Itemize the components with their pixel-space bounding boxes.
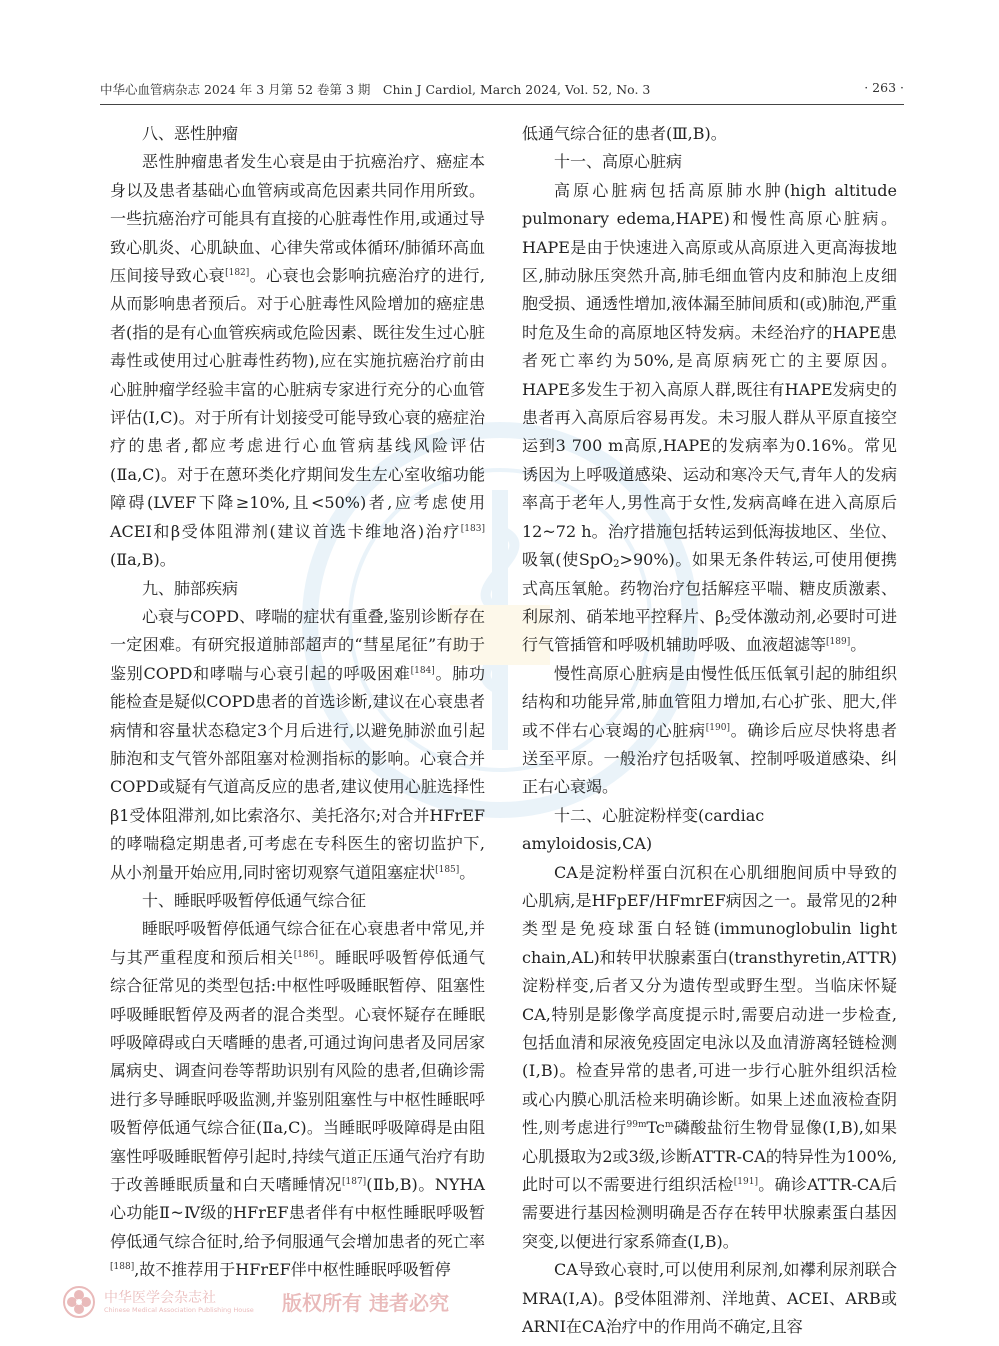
text-run: 慢性高原心脏病是由慢性低压低氧引起的肺组织结构和功能异常,肺血管阻力增加,右心扩张、肥大,伴或不伴右心衰竭的心脏病 [522,663,897,740]
text-run: (Ⅱb,B)。NYHA心功能Ⅱ~Ⅳ级的HFrEF患者伴有中枢性睡眠呼吸暂停低通气综合征时,给予伺服通气会增加患者的死亡率 [110,1175,485,1251]
section-heading-amyloidosis: 十二、心脏淀粉样变(cardiac amyloidosis,CA) [522,805,765,854]
paragraph-malignant-tumor [110,148,485,574]
text-run: 。心衰也会影响抗癌治疗的进行,从而影响患者预后。对于心脏毒性风险增加的癌症患者(指的是有心血管疾病或危险因素、既往发生过心脏毒性或使用过心脏毒性药物),应在实施抗癌治疗前由心脏肿瘤学经验丰富的心脏病专家进行充分的心血管评估(Ⅰ,C)。对于所有计划接受可能导致心衰的癌症治疗的患者,都应考虑进行心血管病基线风险评估(Ⅱa,C)。对于在蒽环类化疗期间发生左心室收缩功能障碍(LVEF下降≥10%,且<50%)者,应考虑使用ACEI和β受体阻滞剂(建议首选卡维地洛)治疗 [110,266,485,541]
paragraph-sleep-apnea-continued: 低通气综合征的患者(Ⅲ,B)。 [522,124,727,143]
subscript: 2 [613,559,620,571]
section-heading-sleep-apnea: 十、睡眠呼吸暂停低通气综合征 [142,890,367,910]
citation-ref: [186] [293,949,318,960]
journal-citation: 中华心血管病杂志 2024 年 3 月第 52 卷第 3 期 Chin J Cardiol, March 2024, Vol. 52, No. 3 [100,82,651,97]
publisher-name-cn: 中华医学会杂志社 [104,1290,216,1306]
text-run: (Ⅱa,B)。 [110,550,176,570]
citation-ref: [187] [341,1177,367,1188]
paragraph-amyloidosis-treatment: CA导致心衰时,可以使用利尿剂,如襻利尿剂联合MRA(Ⅰ,A)。β受体阻滞剂、洋地黄、ACEI、ARB或ARNI在CA治疗中的作用尚不确定,且容 [522,1260,897,1337]
citation-ref: [185] [435,864,460,875]
text-run: 心衰与COPD、哮喘的症状有重叠,鉴别诊断存在一定困难。有研究报道肺部超声的“彗星尾征”有助于鉴别COPD和哮喘与心衰引起的呼吸困难 [110,606,485,683]
header-rule [100,104,904,105]
text-run: 。确诊后应尽快将患者送至平原。一般治疗包括吸氧、控制呼吸道感染、纠正右心衰竭。 [522,720,897,797]
text-run: CA是淀粉样蛋白沉积在心肌细胞间质中导致的心肌病,是HFpEF/HFmrEF病因之一。最常见的2种类型是免疫球蛋白轻链(immunoglobulin light chain,AL)和转甲状腺素蛋白(transthyretin,ATTR)淀粉样变,后者又分为遗传型或野生型。当临床怀疑CA,特别是影像学高度提示时,需要启动进一步检查,包括血清和尿液免疫固定电泳以及血清游离轻链检测(Ⅰ,B)。检查异常的患者,可进一步行心脏外组织活检或心内膜心肌活检来明确诊断。如果上述血液检查阴性,则考虑进行 [522,862,897,1138]
text-run: 。肺功能检查是疑似COPD患者的首选诊断,建议在心衰患者病情和容量状态稳定3个月后进行,以避免肺淤血引起肺泡和支气管外部阻塞对检测指标的影响。心衰合并COPD或疑有气道高反应的患者,建议使用心脏选择性β1受体阻滞剂,如比索洛尔、美托洛尔;对合并HFrEF的哮喘稳定期患者,可考虑在专科医生的密切监护下,从小剂量开始应用,同时密切观察气道阻塞症状 [110,663,485,882]
text-run: 高原心脏病包括高原肺水肿(high altitude pulmonary edema,HAPE)和慢性高原心脏病。HAPE是由于快速进入高原或从高原进入更高海拔地区,肺动脉压突然升高,肺毛细血管内皮和肺泡上皮细胞受损、通透性增加,液体漏至肺间质和(或)肺泡,严重时危及生命的高原地区特发病。未经治疗的HAPE患者死亡率约为50%,是高原病死亡的主要原因。HAPE多发生于初入高原人群,既往有HAPE发病史的患者再入高原后容易再发。未习服人群从平原直接空运到3 700 m高原,HAPE的发病率为0.16%。常见诱因为上呼吸道感染、运动和寒冷天气,青年人的发病率高于老年人,男性高于女性,发病高峰在进入高原后12~72 h。治疗措施包括转运到低海拔地区、坐位、吸氧(使SpO [522,180,897,570]
text-run: 。睡眠呼吸暂停低通气综合征常见的类型包括:中枢性呼吸睡眠暂停、阻塞性呼吸睡眠暂停及两者的混合类型。心衰怀疑存在睡眠呼吸障碍或白天嗜睡的患者,可通过询问患者及同居家属病史、调查问卷等帮助识别有风险的患者,但确诊需进行多导睡眠呼吸监测,并鉴别阻塞性与中枢性睡眠呼吸暂停低通气综合征(Ⅱa,C)。当睡眠呼吸障碍是由阻塞性呼吸睡眠暂停引起时,持续气道正压通气治疗有助于改善睡眠质量和白天嗜睡情况 [110,947,485,1195]
right-column [522,120,897,1341]
text-run: Tc [646,1118,665,1138]
citation-ref: [190] [705,722,730,733]
paragraph-chronic-altitude [522,660,897,802]
left-column [110,120,485,1285]
section-heading-high-altitude: 十一、高原心脏病 [554,152,683,172]
publisher-flower-icon [62,1285,96,1319]
page-number: · 263 · [864,80,904,95]
citation-ref: [182] [225,268,250,279]
citation-ref: [184] [410,665,435,676]
text-run: 恶性肿瘤患者发生心衰是由于抗癌治疗、癌症本身以及患者基础心血管病或高危因素共同作用所致。一些抗癌治疗可能具有直接的心脏毒性作用,或通过导致心肌炎、心肌缺血、心律失常或体循环/肺循环高血压间接导致心衰 [110,152,485,286]
text-run: >90%)。如果无条件转运,可使用便携式高压氧舱。药物治疗包括解痉平喘、糖皮质激素、利尿剂、硝苯地平控释片、β [522,550,897,626]
citation-ref: [183] [460,523,485,534]
isotope-superscript-m: m [664,1120,674,1131]
subscript: 2 [724,615,731,627]
publisher-logo [62,1285,462,1319]
paragraph-sleep-apnea [110,915,485,1284]
text-run: ,故不推荐用于HFrEF伴中枢性睡眠呼吸暂停 [134,1260,451,1280]
section-heading-malignant-tumor: 八、恶性肿瘤 [142,124,239,143]
citation-ref: [191] [733,1177,758,1188]
text-run: 磷酸盐衍生物骨显像(Ⅰ,B),如果心肌摄取为2或3级,诊断ATTR-CA的特异性为100%,此时可以不需要进行组织活检 [522,1118,897,1195]
text-run: 。 [459,862,476,882]
running-header [100,80,904,102]
citation-ref: [189] [826,637,851,648]
text-run: 受体激动剂,必要时可进行气管插管和呼吸机辅助呼吸、血液超滤等 [522,606,897,655]
text-run: 。 [850,635,867,655]
paragraph-amyloidosis [522,859,897,1257]
copyright-slogan: 版权所有 违者必究 [282,1291,449,1315]
isotope-superscript: 99m [626,1120,647,1131]
citation-ref: [188] [110,1262,135,1273]
text-run: 。确诊ATTR-CA后需要进行基因检测明确是否存在转甲状腺素蛋白基因突变,以便进行家系筛查(Ⅰ,B)。 [522,1175,897,1251]
paragraph-lung-disease [110,603,485,887]
section-heading-lung-disease: 九、肺部疾病 [142,578,239,598]
text-run: 睡眠呼吸暂停低通气综合征在心衰患者中常见,并与其严重程度和预后相关 [110,919,485,967]
paragraph-hape [522,177,897,660]
publisher-name-en: Chinese Medical Association Publishing House [104,1306,254,1314]
